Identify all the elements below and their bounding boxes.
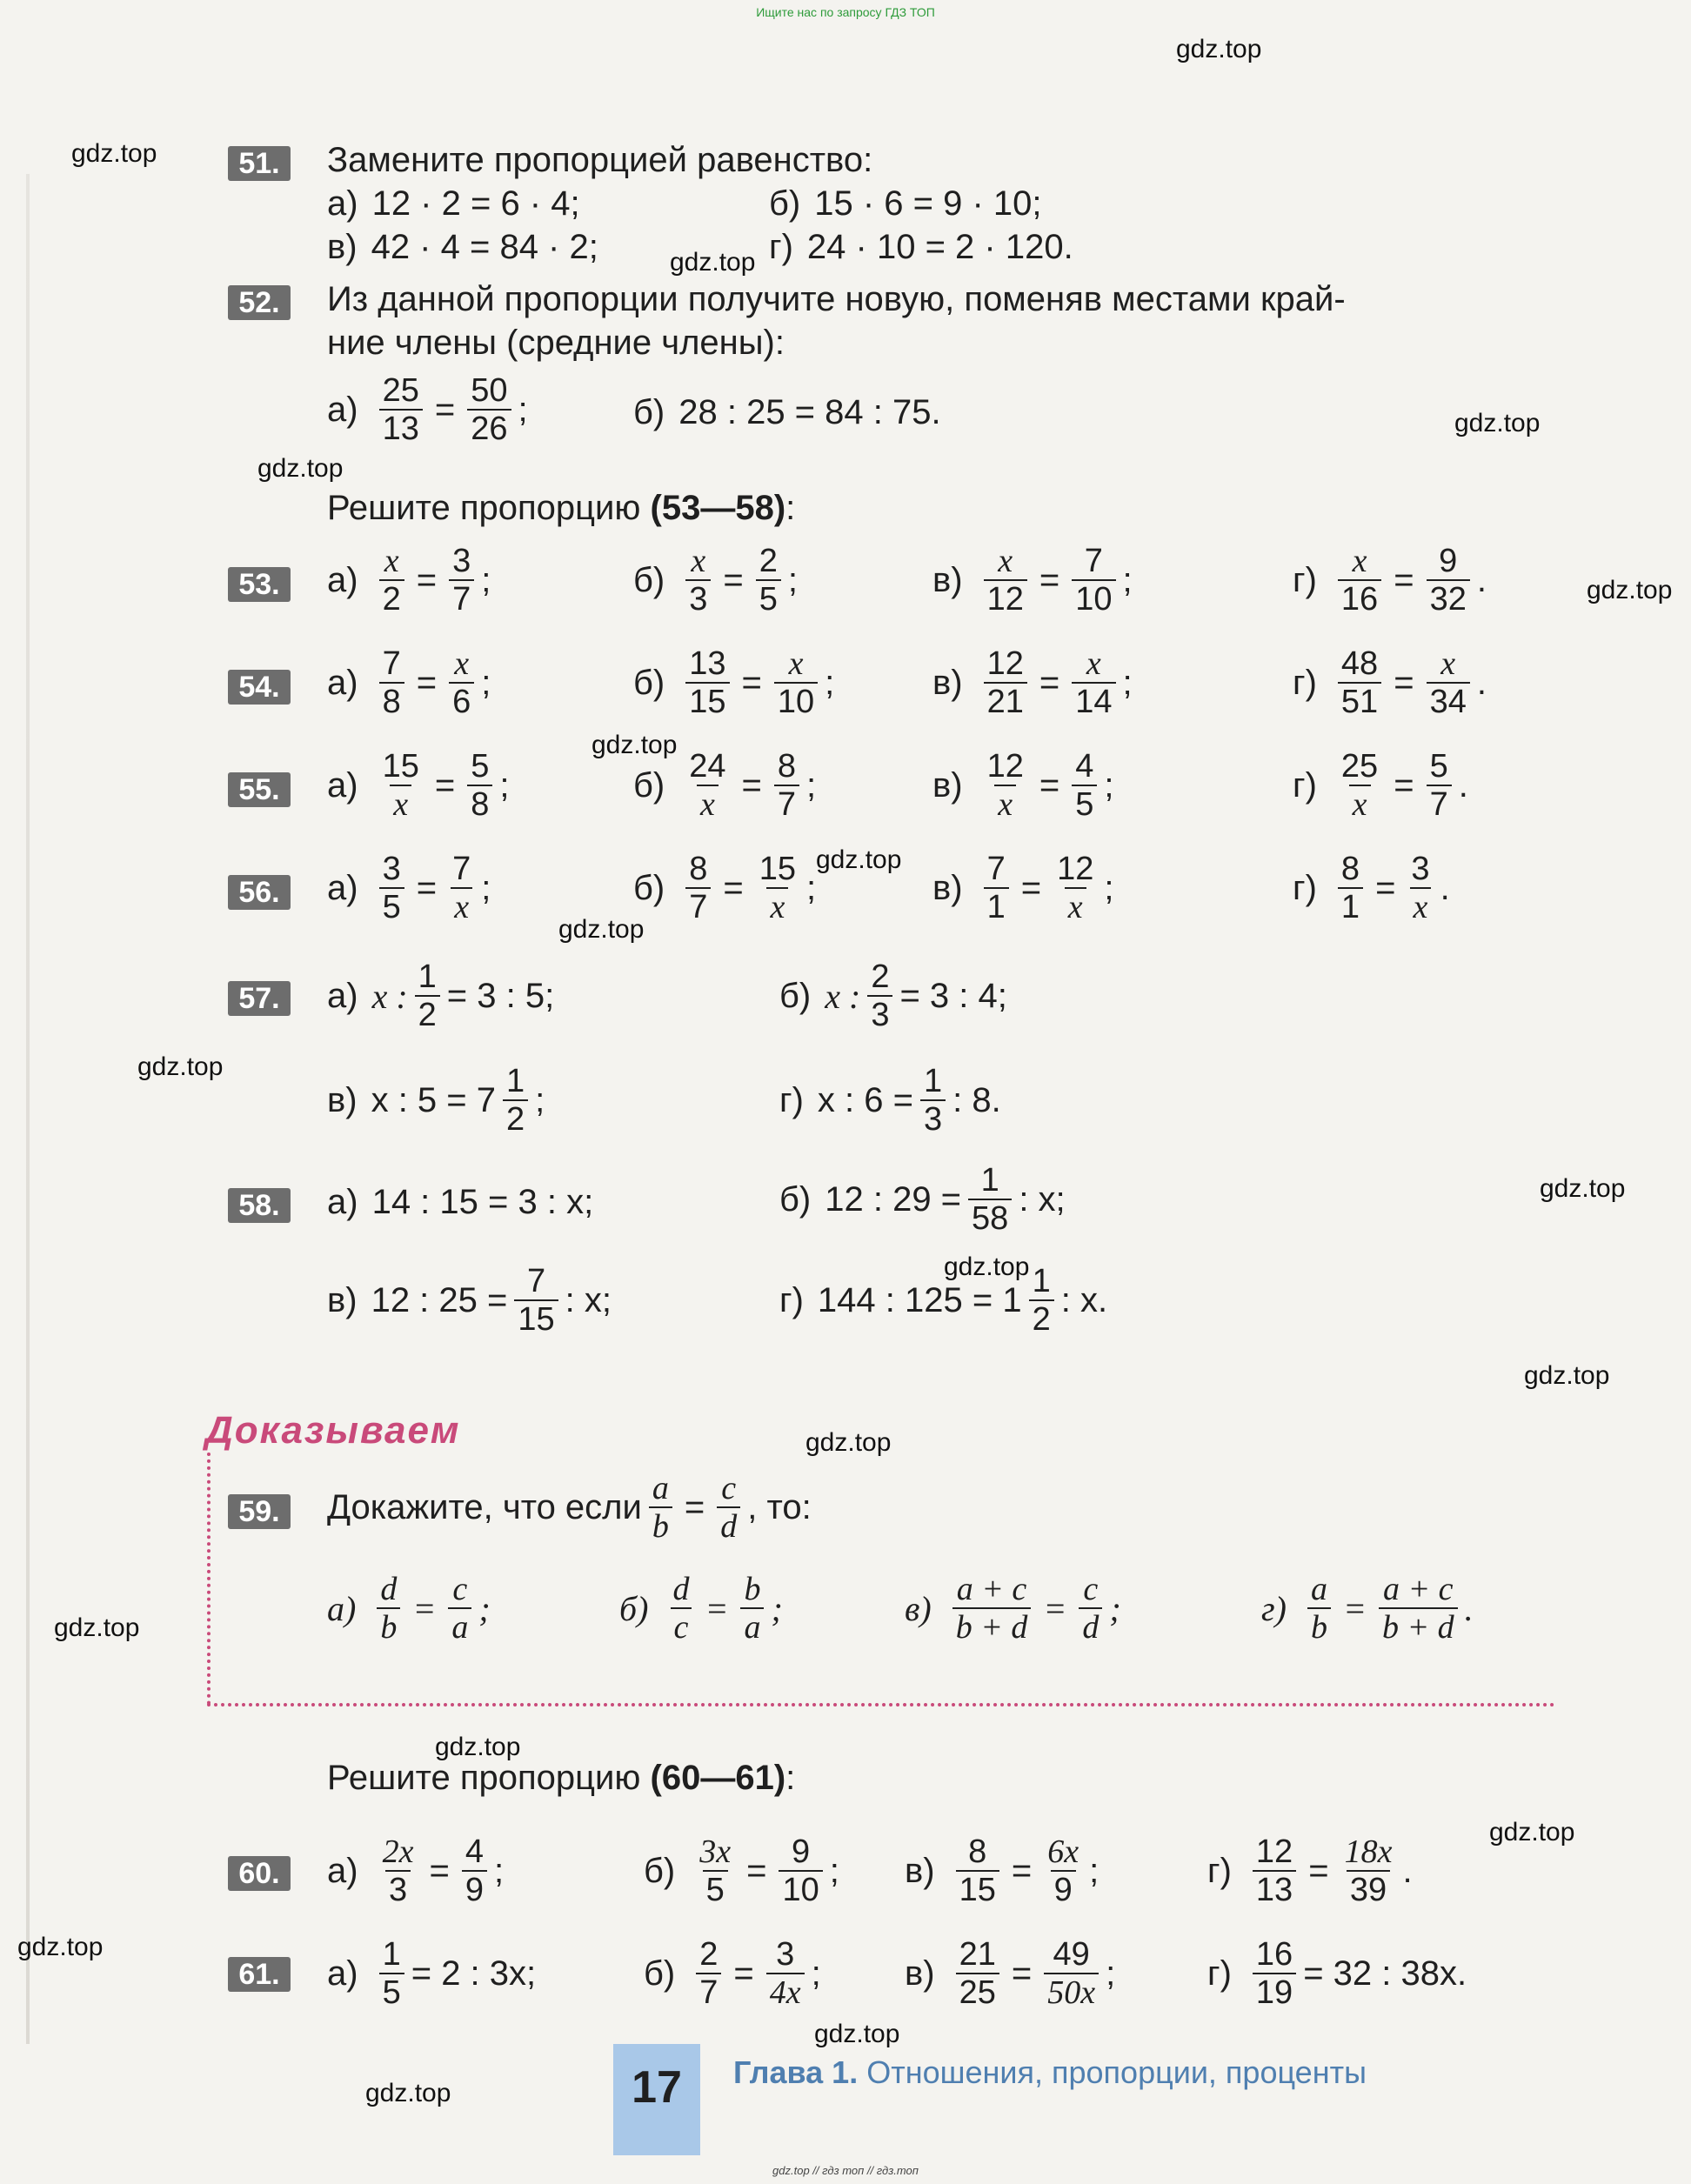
fraction: $\frac{x}{34}$: [1427, 645, 1470, 720]
fraction: $\frac{1}{58}$: [968, 1162, 1012, 1237]
bottom-banner: gdz.top // гдз топ // гдз.топ: [772, 2164, 919, 2177]
fraction: $\frac{a + c}{b + d}$: [952, 1571, 1032, 1646]
fraction: $\frac{x}{2}$: [379, 543, 404, 618]
exercise-item: а) $\frac{1}{5}$ = 2 : 3x;: [327, 1936, 537, 2011]
exercise-text: Из данной пропорции получите новую, поменяв местами край-: [327, 280, 1346, 318]
exercise-item: г) $\frac{8}{1}$ = $\frac{3}{x}$ .: [1293, 851, 1450, 925]
fraction: $\frac{12}{x}$: [1057, 851, 1094, 925]
item-label: в): [932, 765, 963, 805]
exercise-item: б) $\frac{24}{x}$ = $\frac{8}{7}$ ;: [633, 748, 817, 823]
exercise-item: б) $\frac{3x}{5}$ = $\frac{9}{10}$ ;: [644, 1833, 839, 1908]
fraction: $\frac{3}{7}$: [449, 543, 474, 618]
exercise-item: г) $\frac{12}{13}$ = $\frac{18x}{39}$ .: [1207, 1833, 1413, 1908]
exercise-number: 53.: [228, 567, 291, 602]
exercise-text: Замените пропорцией равенство:: [327, 141, 873, 179]
exercise-item: а) x : $\frac{1}{2}$ = 3 : 5;: [327, 958, 555, 1033]
fraction: $\frac{18x}{39}$: [1344, 1833, 1393, 1908]
exercise-item: а) $\frac{2x}{3}$ = $\frac{4}{9}$ ;: [327, 1833, 505, 1908]
fraction: $\frac{2}{5}$: [756, 543, 781, 618]
fraction: $\frac{9}{10}$: [779, 1833, 822, 1908]
item-label: г): [1207, 1851, 1232, 1890]
exercise-item: а) $\frac{d}{b}$ = $\frac{c}{a}$ ;: [327, 1571, 491, 1646]
fraction: $\frac{2}{3}$: [867, 958, 892, 1033]
proof-border-bottom: [207, 1703, 1555, 1706]
fraction: $\frac{8}{1}$: [1338, 851, 1363, 925]
item-label: б): [769, 184, 801, 223]
exercise-item: в) $\frac{12}{21}$ = $\frac{x}{14}$ ;: [932, 645, 1133, 720]
fraction: $\frac{7}{x}$: [452, 851, 471, 925]
exercise-item: б) $\frac{x}{3}$ = $\frac{2}{5}$ ;: [633, 543, 798, 618]
exercise-item: в) $\frac{21}{25}$ = $\frac{49}{50x}$ ;: [905, 1936, 1116, 2011]
fraction: $\frac{1}{5}$: [379, 1936, 404, 2011]
watermark: gdz.top: [137, 1052, 224, 1081]
fraction: $\frac{15}{x}$: [759, 851, 797, 925]
item-label: г): [1293, 663, 1317, 702]
fraction: $\frac{13}{15}$: [685, 645, 729, 720]
fraction: $\frac{2x}{3}$: [382, 1833, 414, 1908]
fraction: $\frac{4}{9}$: [462, 1833, 487, 1908]
item-label: б): [619, 1588, 649, 1628]
fraction: $\frac{3}{x}$: [1411, 851, 1430, 925]
item-label: б): [633, 663, 665, 702]
fraction: $\frac{8}{15}$: [956, 1833, 999, 1908]
fraction: $\frac{7}{10}$: [1072, 543, 1115, 618]
item-label: б): [633, 560, 665, 599]
fraction: $\frac{1}{2}$: [1029, 1263, 1054, 1338]
exercise-item: г) x : 6 = $\frac{1}{3}$ : 8.: [779, 1063, 1001, 1138]
exercise-text: Докажите, что если $\frac{a}{b}$ = $\frac{c}{d}$ , то:: [327, 1470, 812, 1545]
section-heading: Решите пропорцию (53—58):: [327, 489, 796, 527]
item-expr: 15 · 6 = 9 · 10;: [814, 184, 1042, 223]
fraction: $\frac{24}{x}$: [689, 748, 726, 823]
fraction: $\frac{c}{d}$: [717, 1470, 740, 1545]
proof-border-left: [207, 1453, 219, 1705]
fraction: $\frac{16}{19}$: [1253, 1936, 1296, 2011]
exercise-item: в) 12 : 25 = $\frac{7}{15}$ : x;: [327, 1263, 612, 1338]
item-label: г): [1293, 868, 1317, 907]
exercise-item: б) x : $\frac{2}{3}$ = 3 : 4;: [779, 958, 1007, 1033]
exercise-item: а) $\frac{x}{2}$ = $\frac{3}{7}$ ;: [327, 543, 491, 618]
item-label: а): [327, 1851, 358, 1890]
watermark: gdz.top: [1524, 1361, 1610, 1390]
watermark: gdz.top: [1587, 576, 1673, 604]
watermark: gdz.top: [816, 845, 902, 874]
exercise-item: б) $\frac{2}{7}$ = $\frac{3}{4x}$ ;: [644, 1936, 821, 2011]
watermark: gdz.top: [670, 248, 756, 277]
exercise-item: а) $\frac{15}{x}$ = $\frac{5}{8}$ ;: [327, 748, 510, 823]
fraction: $\frac{x}{10}$: [774, 645, 818, 720]
page-spine: [26, 174, 30, 2044]
exercise-item: б) $\frac{13}{15}$ = $\frac{x}{10}$ ;: [633, 645, 835, 720]
exercise-number: 54.: [228, 670, 291, 705]
fraction: $\frac{25}{x}$: [1340, 748, 1379, 823]
exercise-item: [769, 228, 1073, 267]
exercise-item: в) $\frac{x}{12}$ = $\frac{7}{10}$ ;: [932, 543, 1133, 618]
fraction: $\frac{7}{8}$: [379, 645, 404, 720]
section-title-proof: Доказываем: [205, 1409, 461, 1452]
fraction: $\frac{8}{7}$: [774, 748, 799, 823]
exercise-item: [769, 184, 1042, 224]
exercise-item: в) $\frac{8}{15}$ = $\frac{6x}{9}$ ;: [905, 1833, 1099, 1908]
fraction: $\frac{9}{32}$: [1427, 543, 1470, 618]
exercise-item: а) $\frac{3}{5}$ = $\frac{7}{x}$ ;: [327, 851, 491, 925]
exercise-number: 57.: [228, 981, 291, 1016]
fraction: $\frac{4}{5}$: [1072, 748, 1097, 823]
fraction: $\frac{a}{b}$: [649, 1470, 672, 1545]
watermark: gdz.top: [592, 731, 678, 759]
item-expr: 12 · 2 = 6 · 4;: [371, 184, 580, 223]
fraction: $\frac{49}{50x}$: [1044, 1936, 1099, 2011]
item-label: в): [932, 868, 963, 907]
fraction: $\frac{5}{7}$: [1427, 748, 1452, 823]
fraction: $\frac{1}{2}$: [415, 958, 440, 1033]
fraction: $\frac{12}{13}$: [1253, 1833, 1296, 1908]
fraction: $\frac{1}{3}$: [920, 1063, 946, 1138]
watermark: gdz.top: [17, 1933, 104, 1961]
item-label: г): [769, 228, 793, 266]
exercise-number: 56.: [228, 875, 291, 910]
exercise-item: в) $\frac{a + c}{b + d}$ = $\frac{c}{d}$ ;: [905, 1571, 1121, 1646]
exercise-item: б) $\frac{8}{7}$ = $\frac{15}{x}$ ;: [633, 851, 817, 925]
fraction: $\frac{5}{8}$: [467, 748, 492, 823]
exercise-number: 58.: [228, 1188, 291, 1223]
exercise-item: г) 144 : 125 = 1 $\frac{1}{2}$ : x.: [779, 1263, 1108, 1338]
fraction: $\frac{48}{51}$: [1338, 645, 1381, 720]
exercise-item: в) x : 5 = 7 $\frac{1}{2}$ ;: [327, 1063, 545, 1138]
fraction: $\frac{12}{x}$: [986, 748, 1024, 823]
item-label: а): [327, 765, 358, 805]
exercise-item: г) $\frac{a}{b}$ = $\frac{a + c}{b + d}$ .: [1261, 1571, 1474, 1646]
exercise-item: б) $\frac{d}{c}$ = $\frac{b}{a}$ ;: [619, 1571, 783, 1646]
chapter-title: Глава 1. Отношения, пропорции, проценты: [733, 2054, 1367, 2090]
fraction: $\frac{50}{26}$: [467, 372, 511, 447]
fraction: $\frac{6x}{9}$: [1047, 1833, 1079, 1908]
watermark: gdz.top: [558, 915, 645, 944]
item-label: в): [932, 663, 963, 702]
exercise-item: а) 14 : 15 = 3 : x;: [327, 1183, 594, 1221]
fraction: $\frac{d}{b}$: [377, 1571, 400, 1646]
exercise-text: ние члены (средние члены):: [327, 324, 785, 362]
item-label: б): [633, 868, 665, 907]
fraction: $\frac{a + c}{b + d}$: [1379, 1571, 1458, 1646]
fraction: $\frac{x}{14}$: [1072, 645, 1115, 720]
exercise-item: г) $\frac{16}{19}$ = 32 : 38x.: [1207, 1936, 1467, 2011]
fraction: $\frac{c}{d}$: [1079, 1571, 1102, 1646]
exercise-number: 51.: [228, 146, 291, 181]
fraction: $\frac{12}{21}$: [984, 645, 1027, 720]
fraction: $\frac{x}{16}$: [1338, 543, 1381, 618]
item-label: б): [644, 1851, 676, 1890]
fraction: $\frac{21}{25}$: [956, 1936, 999, 2011]
fraction: $\frac{x}{6}$: [449, 645, 474, 720]
fraction: $\frac{x}{3}$: [685, 543, 711, 618]
item-label: г): [1261, 1588, 1287, 1628]
fraction: $\frac{2}{7}$: [696, 1936, 721, 2011]
item-label: в): [905, 1588, 932, 1628]
watermark: gdz.top: [435, 1733, 521, 1761]
fraction: $\frac{7}{1}$: [984, 851, 1009, 925]
item-expr: 42 · 4 = 84 · 2;: [371, 228, 598, 266]
watermark: gdz.top: [257, 454, 344, 483]
exercise-number: 61.: [228, 1957, 291, 1992]
item-expr: 28 : 25 = 84 : 75.: [678, 393, 941, 431]
watermark: gdz.top: [71, 139, 157, 168]
watermark: gdz.top: [365, 2079, 451, 2107]
exercise-item: [327, 228, 598, 267]
fraction: $\frac{25}{13}$: [379, 372, 423, 447]
item-label: а): [327, 868, 358, 907]
item-label: а): [327, 1588, 357, 1628]
watermark: gdz.top: [1454, 409, 1541, 437]
fraction: $\frac{3}{5}$: [379, 851, 404, 925]
exercise-number: 55.: [228, 772, 291, 807]
watermark: gdz.top: [805, 1428, 892, 1457]
exercise-number: 52.: [228, 285, 291, 320]
exercise-item: а) $\frac{7}{8}$ = $\frac{x}{6}$ ;: [327, 645, 491, 720]
fraction: $\frac{3x}{5}$: [699, 1833, 732, 1908]
exercise-item: г) $\frac{x}{16}$ = $\frac{9}{32}$ .: [1293, 543, 1487, 618]
item-label: а): [327, 390, 358, 429]
top-banner: Ищите нас по запросу ГДЗ ТОП: [756, 5, 935, 19]
exercise-item: б) 12 : 29 = $\frac{1}{58}$ : x;: [779, 1162, 1066, 1237]
item-label: в): [327, 228, 358, 266]
item-label: а): [327, 663, 358, 702]
fraction: $\frac{15}{x}$: [382, 748, 419, 823]
section-heading: Решите пропорцию (60—61):: [327, 1759, 796, 1797]
fraction: $\frac{8}{7}$: [685, 851, 711, 925]
item-label: а): [327, 560, 358, 599]
fraction: $\frac{b}{a}$: [740, 1571, 764, 1646]
page-number: 17: [613, 2044, 700, 2155]
watermark: gdz.top: [944, 1252, 1030, 1281]
item-label: в): [932, 560, 963, 599]
fraction: $\frac{d}{c}$: [669, 1571, 692, 1646]
fraction: $\frac{3}{4x}$: [766, 1936, 805, 2011]
watermark: gdz.top: [1176, 35, 1262, 63]
exercise-item: а) $\frac{25}{13}$ = $\frac{50}{26}$ ;: [327, 372, 528, 447]
fraction: $\frac{x}{12}$: [984, 543, 1027, 618]
item-label: б): [633, 393, 665, 431]
exercise-item: г) $\frac{25}{x}$ = $\frac{5}{7}$ .: [1293, 748, 1468, 823]
item-label: а): [327, 184, 358, 223]
watermark: gdz.top: [1489, 1818, 1575, 1847]
item-label: г): [1293, 765, 1317, 805]
watermark: gdz.top: [1540, 1174, 1626, 1203]
item-label: в): [905, 1851, 935, 1890]
fraction: $\frac{1}{2}$: [503, 1063, 528, 1138]
fraction: $\frac{7}{15}$: [514, 1263, 558, 1338]
watermark: gdz.top: [814, 2020, 900, 2048]
item-expr: 24 · 10 = 2 · 120.: [806, 228, 1073, 266]
exercise-item: [327, 184, 580, 224]
exercise-item: г) $\frac{48}{51}$ = $\frac{x}{34}$ .: [1293, 645, 1487, 720]
item-label: б): [633, 765, 665, 805]
watermark: gdz.top: [54, 1613, 140, 1642]
fraction: $\frac{a}{b}$: [1307, 1571, 1331, 1646]
exercise-item: в) $\frac{7}{1}$ = $\frac{12}{x}$ ;: [932, 851, 1114, 925]
exercise-item: в) $\frac{12}{x}$ = $\frac{4}{5}$ ;: [932, 748, 1114, 823]
exercise-item: [633, 393, 941, 432]
exercise-number: 60.: [228, 1856, 291, 1891]
exercise-number: 59.: [228, 1494, 291, 1529]
item-label: г): [1293, 560, 1317, 599]
fraction: $\frac{c}{a}$: [448, 1571, 471, 1646]
